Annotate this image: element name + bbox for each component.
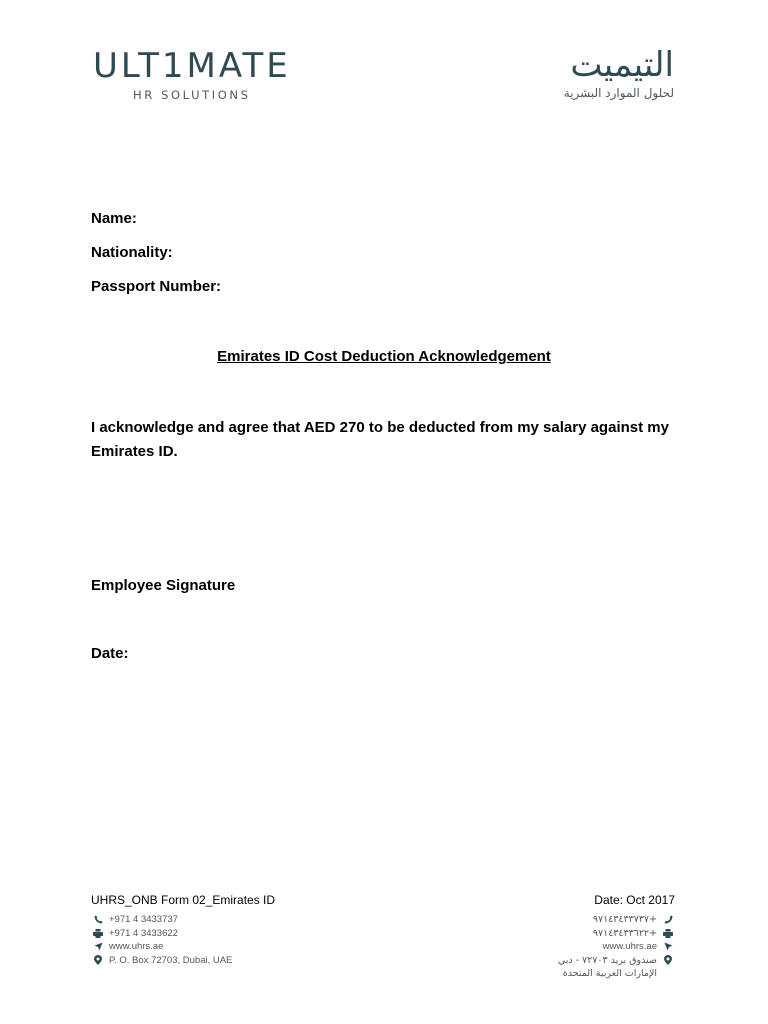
website-icon	[663, 942, 673, 952]
website-text-ar[interactable]: www.uhrs.ae	[602, 941, 657, 953]
acknowledgement-statement: I acknowledge and agree that AED 270 to be deducted from my salary against my Emirates ID.	[91, 419, 669, 460]
date-label: Date:	[91, 645, 129, 662]
brand-tagline-ar: لحلول الموارد البشرية	[563, 86, 674, 100]
contacts-arabic	[558, 913, 673, 981]
employee-signature-label: Employee Signature	[91, 577, 236, 594]
name-label: Name:	[91, 210, 137, 227]
contact-fax-en	[93, 927, 232, 941]
contact-address-ar-line2	[558, 967, 673, 981]
location-icon	[663, 955, 673, 965]
contact-fax-ar	[558, 927, 673, 941]
logo-arabic	[564, 44, 674, 100]
form-date: Date: Oct 2017	[594, 893, 675, 907]
contact-address-ar	[558, 954, 673, 968]
phone-text-en: +971 4 3433737	[109, 914, 178, 926]
website-icon	[93, 942, 103, 952]
document-title: Emirates ID Cost Deduction Acknowledgement	[217, 348, 551, 365]
form-identifier: UHRS_ONB Form 02_Emirates ID	[91, 893, 276, 907]
brand-name-en: ULT1MATE	[93, 46, 291, 86]
brand-tagline-en: HR SOLUTIONS	[133, 88, 251, 102]
fax-icon	[663, 928, 673, 938]
passport-number-label: Passport Number:	[91, 278, 222, 295]
phone-text-ar: +٩٧١٤٣٤٣٣٧٣٧	[592, 914, 657, 926]
fax-text-en: +971 4 3433622	[109, 927, 178, 939]
contact-address-en	[93, 954, 232, 968]
fax-icon	[93, 928, 103, 938]
phone-icon	[663, 915, 673, 925]
address-text-en: P. O. Box 72703, Dubai, UAE	[109, 954, 233, 966]
location-icon	[93, 955, 103, 965]
contact-website-ar	[558, 940, 673, 954]
contact-phone-en	[93, 913, 232, 927]
contacts-english	[93, 913, 232, 967]
brand-name-ar: التيميت	[570, 45, 674, 85]
phone-icon	[93, 915, 103, 925]
address-text-ar-line2: الإمارات العربية المتحدة	[562, 968, 657, 980]
contact-website-en	[93, 940, 232, 954]
address-text-ar-line1: صندوق بريد ٧٢٧٠٣ - دبي	[557, 954, 657, 966]
fax-text-ar: +٩٧١٤٣٤٣٣٦٢٢	[592, 927, 657, 939]
nationality-label: Nationality:	[91, 244, 173, 261]
website-text-en[interactable]: www.uhrs.ae	[109, 941, 164, 953]
contact-phone-ar	[558, 913, 673, 927]
logo-english	[93, 46, 291, 102]
